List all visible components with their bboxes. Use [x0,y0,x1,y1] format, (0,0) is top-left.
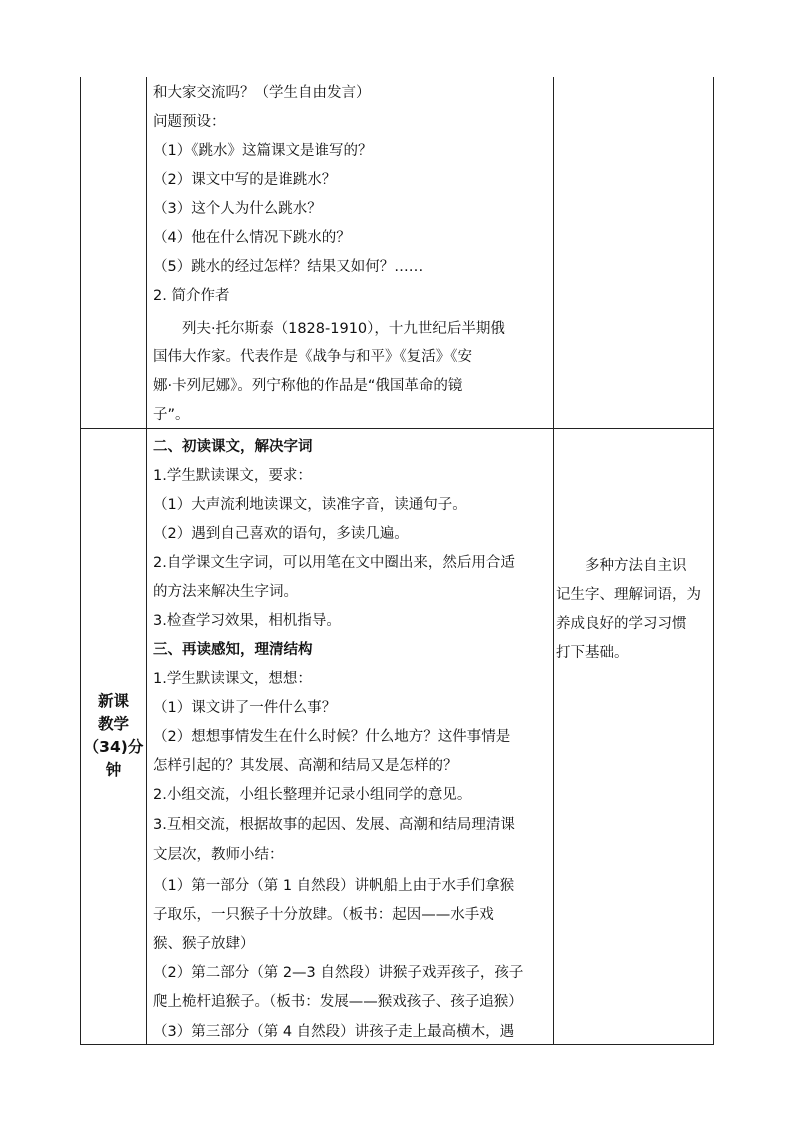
text-line: （3）这个人为什么跳水？ [153,201,322,217]
text-line: （2）想想事情发生在什么时候？什么地方？这件事情是 [153,729,511,745]
section-heading: 二、初读课文，解决字词 [153,439,313,455]
table-border-bottom [80,1044,714,1045]
text-line: 2. 简介作者 [153,288,230,304]
text-line: （3）第三部分（第 4 自然段）讲孩子走上最高横木，遇 [153,1024,515,1040]
note-line: 记生字、理解词语，为 [556,587,701,603]
label-line: 钟 [105,761,122,779]
table-border-left [80,77,81,1045]
row2-content-cell [147,429,553,1044]
text-line: 2.小组交流，小组长整理并记录小组同学的意见。 [153,787,472,803]
text-line: 3.互相交流，根据故事的起因、发展、高潮和结局理清课 [153,817,515,833]
text-line: （4）他在什么情况下跳水的？ [153,230,351,246]
text-line: 的方法来解决生字词。 [153,584,298,600]
text-line: 猴、猴子放肆） [153,936,255,952]
row2-section-label [80,690,147,782]
text-line: 怎样引起的？其发展、高潮和结局又是怎样的？ [153,758,458,774]
label-line: （34)分 [83,738,144,756]
note-line: 多种方法自主识 [556,558,687,574]
text-line: 2.自学课文生字词，可以用笔在文中圈出来，然后用合适 [153,555,515,571]
text-line: 子”。 [153,407,190,423]
text-line: （1）大声流利地读课文，读准字音，读通句子。 [153,497,467,513]
text-line: 1.学生默读课文，想想： [153,671,312,687]
row2-note [556,552,714,668]
text-line: 文层次，教师小结： [153,847,284,863]
text-line: （1）《跳水》这篇课文是谁写的？ [153,143,373,159]
section-heading: 三、再读感知，理清结构 [153,642,313,658]
text-line: 1.学生默读课文，要求： [153,468,312,484]
label-line: 新课 [97,692,129,710]
label-line: 教学 [97,715,129,733]
table-divider-col2 [553,77,554,1045]
text-line: （1）课文讲了一件什么事？ [153,700,337,716]
text-line: 3.检查学习效果，相机指导。 [153,613,341,629]
note-line: 养成良好的学习习惯 [556,616,687,632]
text-line: （2）第二部分（第 2—3 自然段）讲猴子戏弄孩子，孩子 [153,965,524,981]
text-line: 娜·卡列尼娜》。列宁称他的作品是“俄国革命的镜 [153,378,463,394]
text-line: （5）跳水的经过怎样？结果又如何？…… [153,259,424,275]
text-line: 和大家交流吗？（学生自由发言） [153,85,371,101]
text-line: 问题预设： [153,114,226,130]
text-line: （1）第一部分（第 1 自然段）讲帆船上由于水手们拿猴 [153,878,515,894]
text-line: 子取乐，一只猴子十分放肆。（板书：起因——水手戏 [153,907,494,923]
text-line: （2）遇到自己喜欢的语句，多读几遍。 [153,526,409,542]
text-line: （2）课文中写的是谁跳水？ [153,172,337,188]
note-line: 打下基础。 [556,645,629,661]
row1-content-cell [147,77,553,428]
text-line: 列夫·托尔斯泰（1828-1910），十九世纪后半期俄 [153,321,505,337]
text-line: 国伟大作家。代表作是《战争与和平》《复活》《安 [153,349,472,365]
text-line: 爬上桅杆追猴子。（板书：发展——猴戏孩子、孩子追猴） [153,994,523,1010]
